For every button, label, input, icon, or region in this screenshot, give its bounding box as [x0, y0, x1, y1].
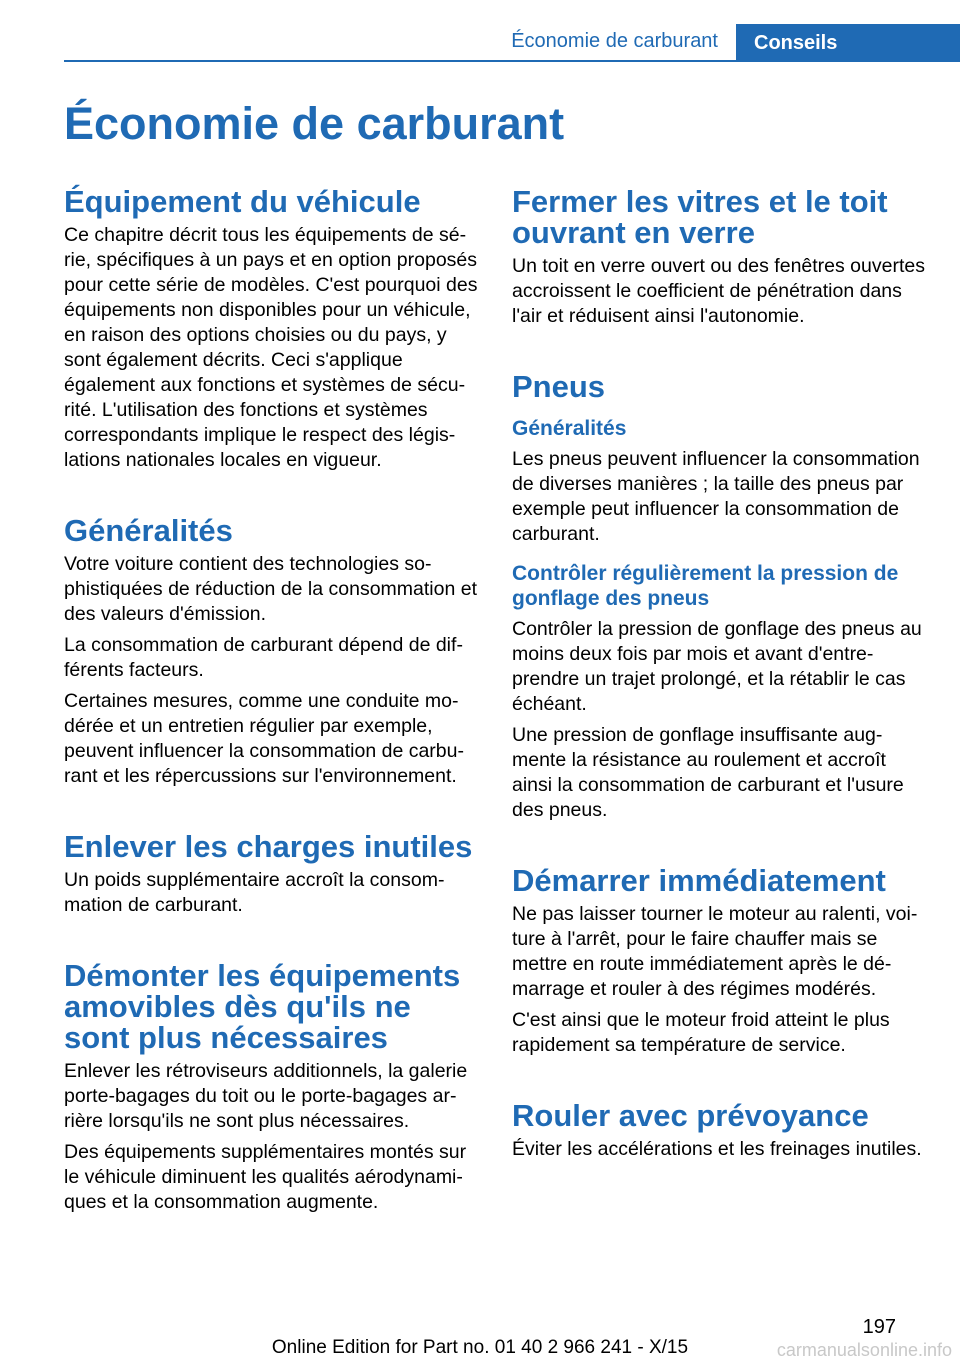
body-paragraph: Certaines mesures, comme une conduite modérée et un entretien régulier par exemple, peuvent influencer la consommation de carburant et les répercussions sur l'environnement.: [64, 690, 464, 787]
section-heading: Généralités: [64, 513, 233, 548]
section-heading: Démarrer immédiatement: [512, 863, 886, 898]
section-heading: Rouler avec prévoyance: [512, 1098, 869, 1133]
left-column: [64, 183, 482, 1215]
body-paragraph: Un poids supplémentaire accroît la consommation de carburant.: [64, 869, 445, 916]
body-paragraph: Éviter les accélérations et les freinages inutiles.: [512, 1138, 922, 1160]
subsection-heading: Contrôler régulièrement la pression de gonflage des pneus: [512, 562, 899, 610]
section-heading: Fermer les vitres et le toit ouvrant en verre: [512, 184, 888, 250]
edition-footer: Online Edition for Part no. 01 40 2 966 241 - X/15: [271, 1337, 689, 1358]
header-rule: [64, 60, 960, 62]
body-paragraph: Votre voiture contient des technologies sophistiquées de réduction de la consommation et des valeurs d'émission.: [64, 553, 478, 625]
page-header: [0, 0, 960, 62]
body-paragraph: La consommation de carburant dépend de différents facteurs.: [64, 634, 463, 681]
body-paragraph: Contrôler la pression de gonflage des pneus au moins deux fois par mois et avant d'entreprendre un trajet prolongé, et la rétablir le cas échéant.: [512, 618, 922, 715]
body-paragraph: Ce chapitre décrit tous les équipements de série, spécifiques à un pays et en option proposés pour cette série de modèles. C'est pourquoi des équipements non disponibles pour un véhicule, en raison des options choisies ou du pays, y sont également décrits. Ceci s'applique également aux fonctions et systèmes de sécurité. L'utilisation des fonctions et systèmes correspondants implique le respect des législations nationales locales en vigueur.: [64, 224, 478, 471]
subsection-heading: Généralités: [512, 417, 627, 440]
header-chapter-tab: Conseils: [736, 24, 960, 62]
section-heading: Pneus: [512, 369, 606, 404]
body-paragraph: Des équipements supplémentaires montés sur le véhicule diminuent les qualités aérodynamiques et la consommation augmente.: [64, 1141, 467, 1213]
body-paragraph: Les pneus peuvent influencer la consommation de diverses manières ; la taille des pneus par exemple peut influencer la consommation de carburant.: [512, 448, 920, 545]
right-column: [512, 183, 930, 1162]
section-heading: Équipement du véhicule: [64, 184, 421, 219]
body-paragraph: Un toit en verre ouvert ou des fenêtres ouvertes accroissent le coefficient de pénétration dans l'air et réduisent ainsi l'autonomie.: [512, 255, 925, 327]
body-paragraph: Une pression de gonflage insuffisante augmente la résistance au roulement et accroît ainsi la consommation de carburant et l'usure des pneus.: [512, 724, 904, 821]
body-paragraph: Enlever les rétroviseurs additionnels, la galerie porte-bagages du toit ou le porte-bagages arrière lorsqu'ils ne sont plus nécessaires.: [64, 1060, 468, 1132]
page-title: Économie de carburant: [64, 98, 565, 149]
body-paragraph: C'est ainsi que le moteur froid atteint le plus rapidement sa température de service.: [512, 1009, 890, 1056]
page-number: 197: [862, 1316, 896, 1338]
watermark-text: carmanualsonline.info: [776, 1340, 952, 1360]
body-paragraph: Ne pas laisser tourner le moteur au ralenti, voiture à l'arrêt, pour le faire chauffer mais se mettre en route immédiatement après le démarrage et rouler à des régimes modérés.: [512, 903, 918, 1000]
section-heading: Démonter les équipements amovibles dès qu'ils ne sont plus nécessaires: [64, 958, 461, 1055]
header-section-title: Économie de carburant: [511, 30, 718, 52]
section-heading: Enlever les charges inutiles: [64, 829, 473, 864]
